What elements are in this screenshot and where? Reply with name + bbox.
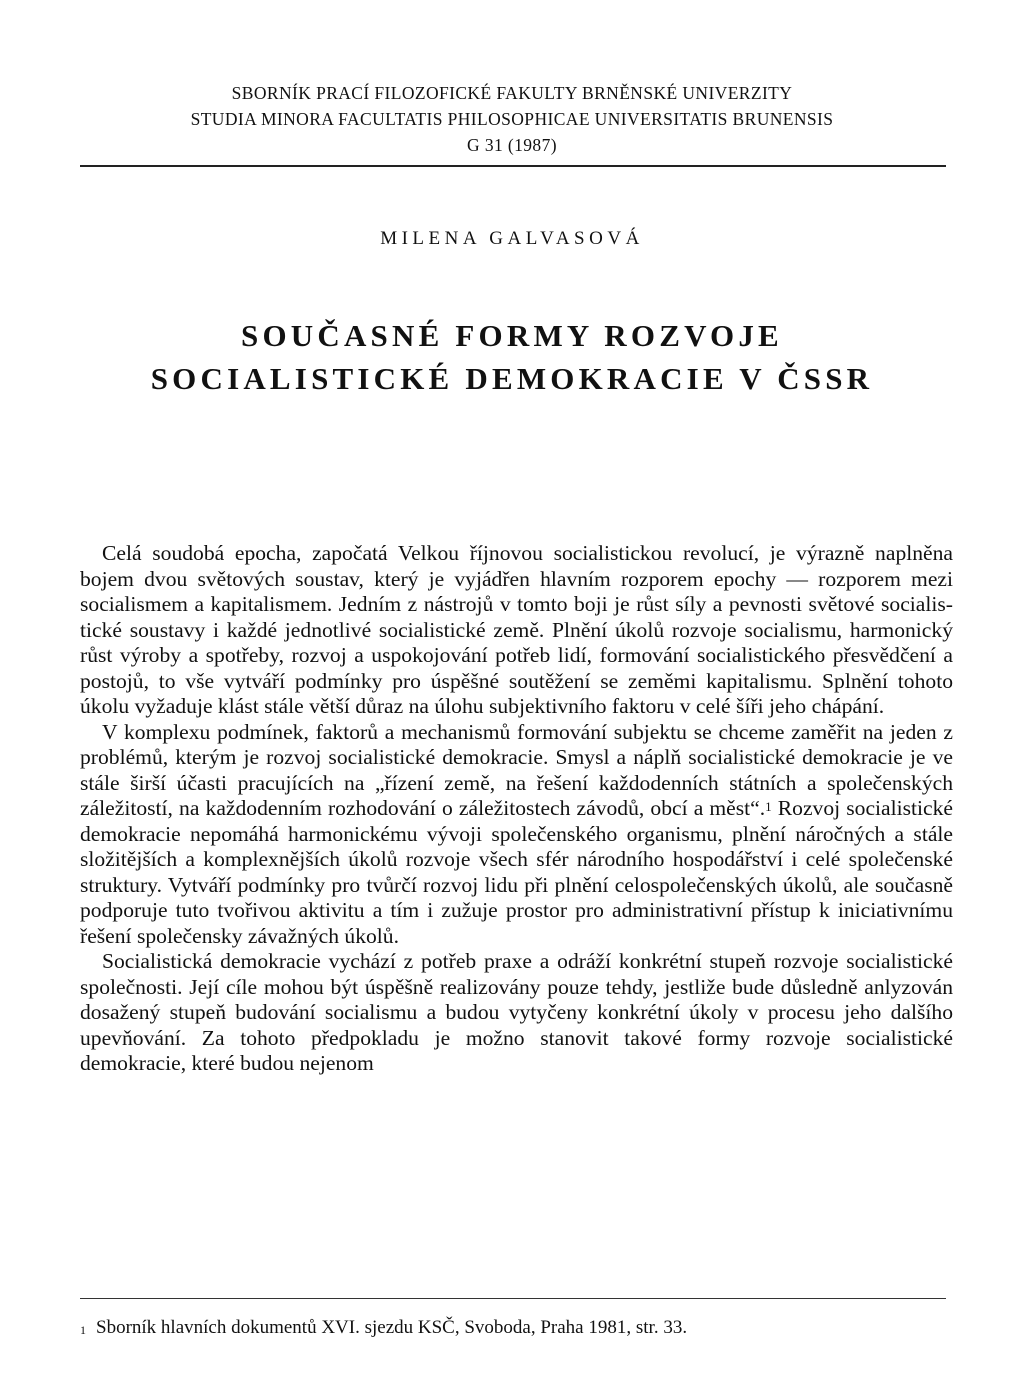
series-title-latin: STUDIA MINORA FACULTATIS PHILOSOPHICAE UNIVERSITATIS BRUNENSIS (190, 109, 834, 129)
paragraph-1: Celá soudobá epocha, započatá Velkou říjnovou socialistickou revolucí, je výrazně naplněna bojem dvou světových soustav, který je vyjádřen hlavním rozporem epochy — rozporem mezi socialismem a kapitalismem. Jedním z nástrojů v tomto boji je růst síly a pevnosti světové socialistické soustavy i každé jednotlivé socialistické země. Plnění úkolů rozvoje socialismu, harmonický růst výroby a spotřeby, rozvoj a uspokojování potřeb lidí, formování socialistického přesvědčení a postojů, to vše vytváří podmínky pro úspěšné soutěžení se zeměmi kapitalismu. Splnění tohoto úkolu vyžaduje klást stále větší důraz na úlohu subjektivního faktoru v celé šíři jeho chápání. (80, 541, 953, 718)
article-body (80, 541, 953, 1077)
header-divider (80, 165, 946, 167)
footnote-marker: 1 (80, 1323, 86, 1337)
footnote-reference[interactable]: 1 (765, 799, 772, 814)
author-name: MILENA GALVASOVÁ (380, 228, 644, 249)
article-title-line-2: SOCIALISTICKÉ DEMOKRACIE V ČSSR (150, 361, 874, 396)
footnote-divider (80, 1298, 946, 1299)
footnote (80, 1316, 946, 1340)
footnote-text: Sborník hlavních dokumentů XVI. sjezdu KSČ, Svoboda, Praha 1981, str. 33. (96, 1317, 688, 1338)
series-header (0, 80, 1024, 158)
article-title (0, 314, 1024, 400)
paragraph-3: Socialistická demokracie vychází z potřeb praxe a odráží konkrétní stupeň rozvoje socialistické společnosti. Její cíle mohou být úspěšně realizovány pouze tehdy, jestliže bude důsledně anlyzován dosažený stupeň budování socialismu a budou vytyčeny konkrétní úkoly v procesu jeho dalšího upevňování. Za tohoto předpokladu je možno stanovit takové formy rozvoje socialistické demokracie, které budou nejenom (80, 949, 953, 1075)
series-title-czech: SBORNÍK PRACÍ FILOZOFICKÉ FAKULTY BRNĚNSKÉ UNIVERZITY (231, 83, 793, 103)
volume-number: G 31 (1987) (467, 135, 557, 155)
article-title-line-1: SOUČASNÉ FORMY ROZVOJE (241, 318, 783, 353)
paragraph-2-part-b: Rozvoj socialistické demokracie nepomáhá harmonickému vývoji společenského organismu, plnění náročných a stále složitějších a komplexnějších úkolů rozvoje všech sfér národního hospodářství i celé společenské struktury. Vytváří podmínky pro tvůrčí rozvoj lidu při plnění celospolečenských úkolů, ale současně podporuje tuto tvořivou aktivitu a tím i zužuje prostor pro administrativní přístup k iniciativnímu řešení společensky závažných úkolů. (80, 796, 953, 948)
paragraph-2 (80, 720, 953, 950)
paragraph-2-part-a: V komplexu podmínek, faktorů a mechanismů formování subjektu se chceme zaměřit na jeden z problémů, kterým je rozvoj socialistické demokracie. Smysl a náplň socialistické demokracie je ve stále širší účasti pracujících na „řízení země, na řešení každodenních státních a společenských záležitostí, na každodenním rozhodování o záležitostech závodů, obcí a měst“. (80, 719, 953, 820)
